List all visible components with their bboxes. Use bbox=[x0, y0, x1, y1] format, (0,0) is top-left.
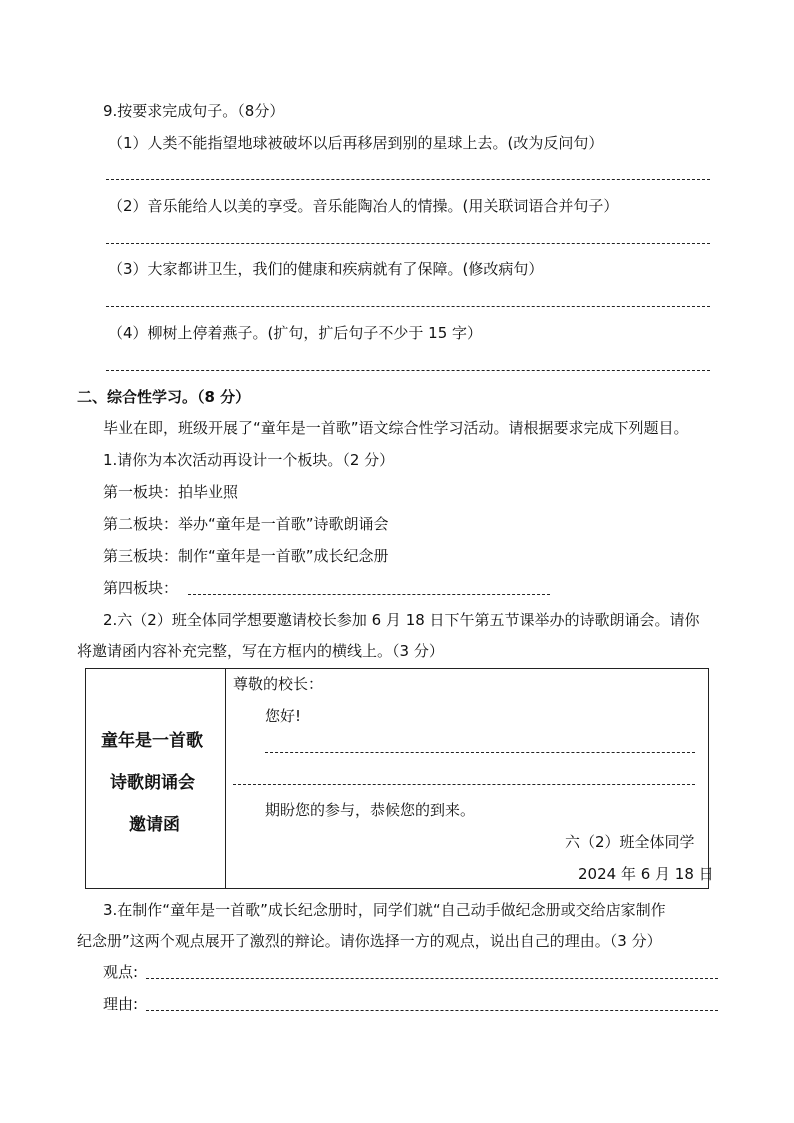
invitation-divider bbox=[225, 669, 226, 888]
answer-line-3[interactable] bbox=[106, 306, 710, 307]
q9-item-1: （1）人类不能指望地球被破坏以后再移居到别的星球上去。(改为反问句） bbox=[108, 134, 604, 152]
q3-line-1: 3.在制作“童年是一首歌”成长纪念册时，同学们就“自己动手做纪念册或交给店家制作 bbox=[103, 901, 666, 919]
invitation-greeting: 您好! bbox=[265, 707, 302, 725]
section-intro: 毕业在即，班级开展了“童年是一首歌”语文综合性学习活动。请根据要求完成下列题目。 bbox=[103, 419, 689, 437]
viewpoint-label: 观点: bbox=[103, 963, 139, 981]
card-title-line-2: 诗歌朗诵会 bbox=[110, 773, 195, 793]
block-2: 第二板块：举办“童年是一首歌”诗歌朗诵会 bbox=[103, 515, 389, 533]
q2-line-1: 2.六（2）班全体同学想要邀请校长参加 6 月 18 日下午第五节课举办的诗歌朗诵会。请你 bbox=[103, 611, 700, 629]
reason-answer-line[interactable] bbox=[146, 1010, 718, 1011]
block-4-answer-line[interactable] bbox=[188, 594, 550, 595]
q9-item-3: （3）大家都讲卫生，我们的健康和疾病就有了保障。(修改病句） bbox=[108, 260, 544, 278]
q1-title: 1.请你为本次活动再设计一个板块。（2 分） bbox=[103, 451, 395, 469]
answer-line-4[interactable] bbox=[106, 370, 710, 371]
invitation-closing: 期盼您的参与，恭候您的到来。 bbox=[265, 801, 476, 819]
section-heading: 二、综合性学习。（8 分） bbox=[77, 388, 251, 406]
q9-item-4: （4）柳树上停着燕子。(扩句，扩后句子不少于 15 字） bbox=[108, 324, 483, 342]
q9-item-2: （2）音乐能给人以美的享受。音乐能陶冶人的情操。(用关联词语合并句子） bbox=[108, 197, 619, 215]
answer-line-2[interactable] bbox=[106, 243, 710, 244]
answer-line-1[interactable] bbox=[106, 179, 710, 180]
invitation-answer-line-1[interactable] bbox=[265, 752, 695, 753]
block-4-label: 第四板块： bbox=[103, 579, 179, 597]
block-1: 第一板块：拍毕业照 bbox=[103, 483, 239, 501]
invitation-answer-line-2[interactable] bbox=[233, 784, 695, 785]
viewpoint-answer-line[interactable] bbox=[146, 978, 718, 979]
q3-line-2: 纪念册”这两个观点展开了激烈的辩论。请你选择一方的观点，说出自己的理由。（3 分） bbox=[77, 932, 662, 950]
q2-line-2: 将邀请函内容补充完整，写在方框内的横线上。（3 分） bbox=[77, 642, 444, 660]
invitation-date: 2024 年 6 月 18 日 bbox=[578, 865, 714, 883]
reason-label: 理由: bbox=[103, 995, 139, 1013]
card-title-line-3: 邀请函 bbox=[129, 815, 180, 835]
invitation-salutation: 尊敬的校长： bbox=[233, 675, 324, 693]
card-title-line-1: 童年是一首歌 bbox=[101, 731, 203, 751]
q9-title: 9.按要求完成句子。（8分） bbox=[103, 102, 285, 120]
block-3: 第三板块：制作“童年是一首歌”成长纪念册 bbox=[103, 547, 389, 565]
invitation-signature: 六（2）班全体同学 bbox=[565, 833, 695, 851]
